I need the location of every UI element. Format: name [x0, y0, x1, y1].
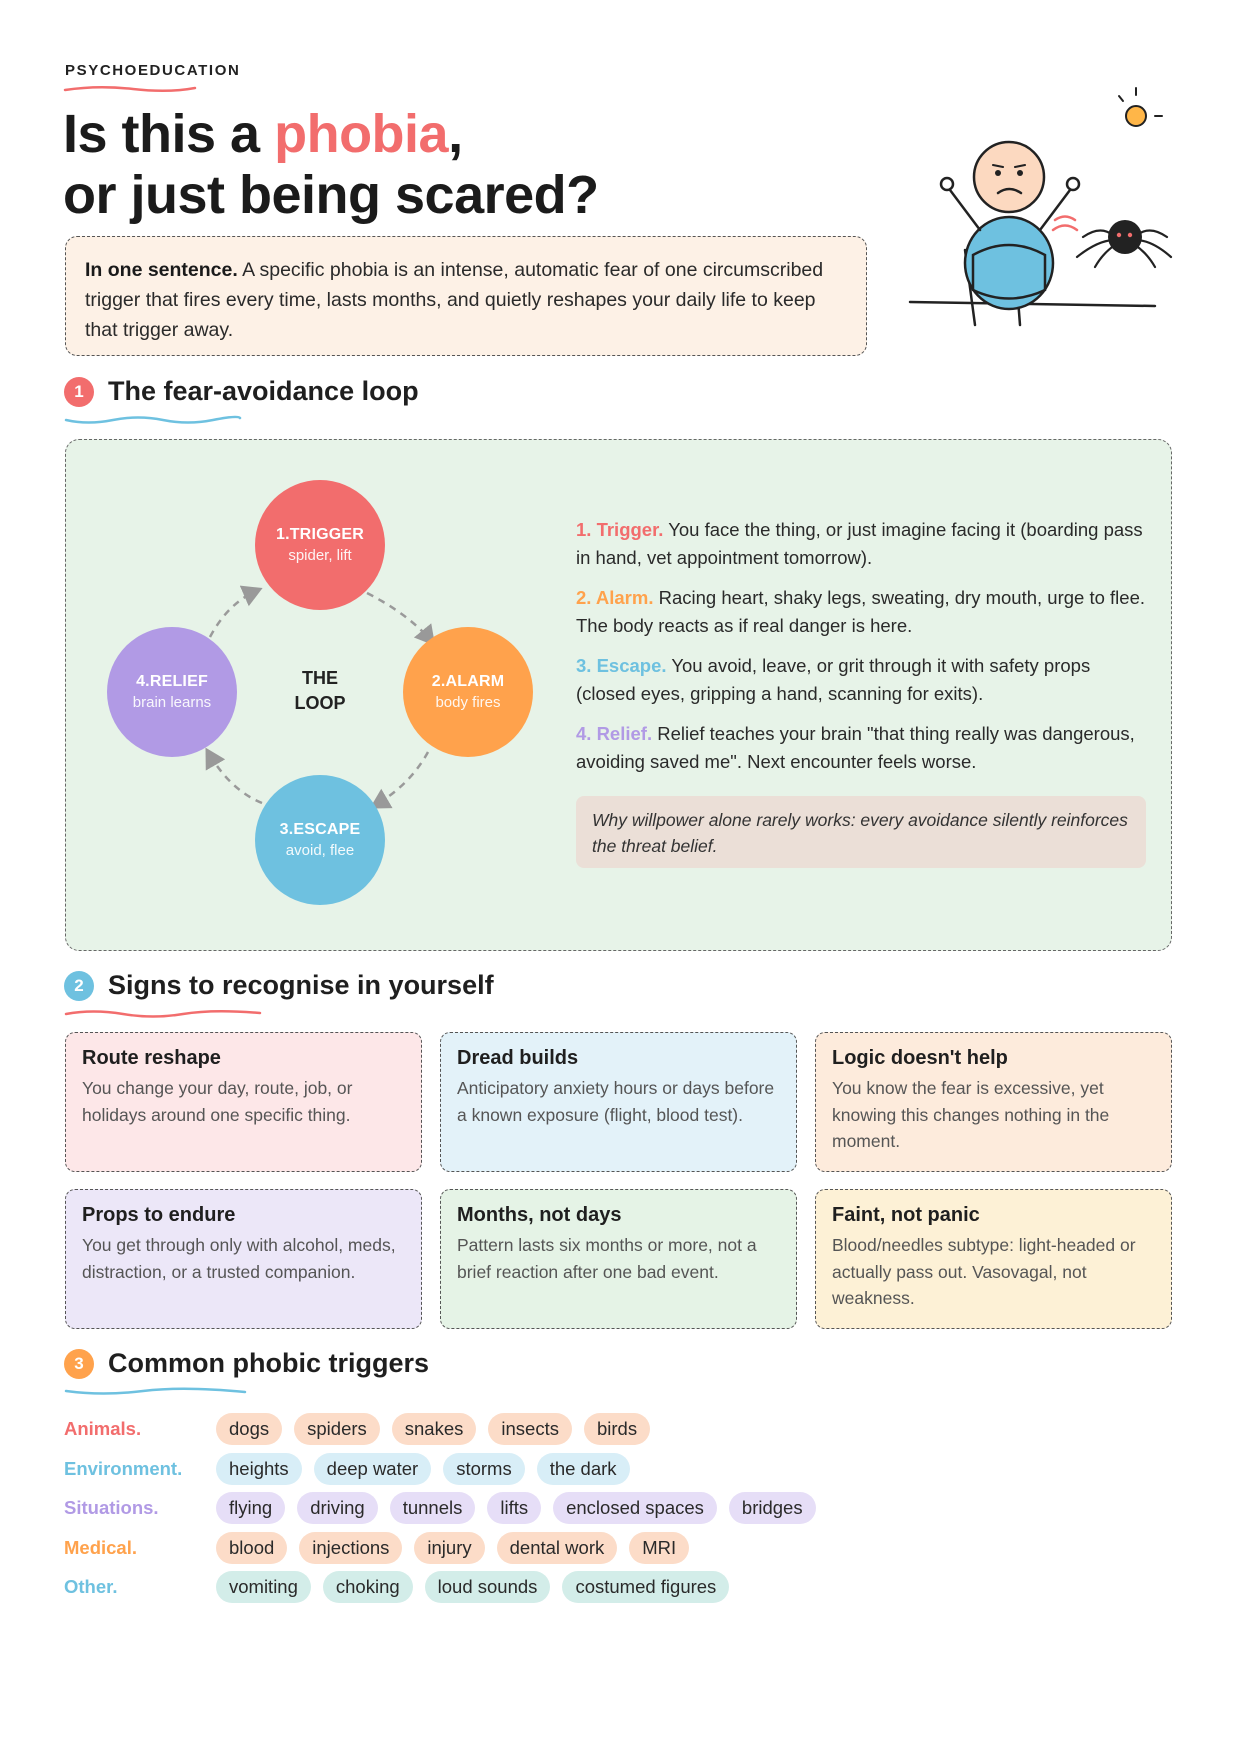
kicker: PSYCHOEDUCATION: [65, 62, 241, 79]
sign-card-months: [440, 1189, 797, 1329]
trigger-chip: injections: [299, 1532, 402, 1564]
trigger-row: [64, 1491, 816, 1525]
section-number-badge: 2: [64, 971, 94, 1001]
section-underline: [63, 1008, 263, 1020]
step-text: Relief teaches your brain "that thing really was dangerous, avoiding saved me". Next encounter feels worse.: [576, 723, 1135, 772]
trigger-row: [64, 1531, 689, 1565]
loop-node-alarm: [403, 627, 533, 757]
trigger-chip: driving: [297, 1492, 378, 1524]
trigger-chip: dogs: [216, 1413, 282, 1445]
sign-card-dread-builds: [440, 1032, 797, 1172]
trigger-category: Medical.: [64, 1536, 137, 1558]
loop-node-sub: brain learns: [132, 694, 212, 711]
sign-card-faint: [815, 1189, 1172, 1329]
sign-card-title: Logic doesn't help: [832, 1047, 1008, 1069]
trigger-chips: [216, 1453, 630, 1485]
loop-node-title: 4.RELIEF: [136, 673, 208, 690]
trigger-chip: lifts: [487, 1492, 541, 1524]
section-underline: [63, 1386, 248, 1398]
trigger-chip: birds: [584, 1413, 650, 1445]
loop-node-escape: [255, 775, 385, 905]
trigger-chip: tunnels: [390, 1492, 476, 1524]
trigger-chip: heights: [216, 1453, 302, 1485]
trigger-chip: loud sounds: [425, 1571, 551, 1603]
step-label: 3. Escape.: [576, 655, 667, 676]
section-signs-header: [64, 970, 494, 1001]
section-title: The fear-avoidance loop: [108, 376, 419, 406]
section-number-badge: 3: [64, 1349, 94, 1379]
loop-node-relief: [107, 627, 237, 757]
trigger-category: Other.: [64, 1576, 118, 1597]
trigger-row: [64, 1412, 650, 1446]
step-text: You avoid, leave, or grit through it with safety props (closed eyes, gripping a hand, scanning for exits).: [576, 655, 1091, 704]
trigger-chip: costumed figures: [562, 1571, 729, 1603]
trigger-category: Animals.: [64, 1418, 142, 1439]
trigger-chip: dental work: [497, 1532, 618, 1564]
loop-center-label: [270, 666, 370, 716]
step-label: 4. Relief.: [576, 723, 653, 744]
trigger-chip: bridges: [729, 1492, 816, 1524]
sign-card-text: You get through only with alcohol, meds, distraction, or a trusted companion.: [82, 1235, 396, 1282]
sign-card-logic: [815, 1032, 1172, 1172]
sign-card-title: Dread builds: [457, 1047, 579, 1069]
section-title: Signs to recognise in yourself: [108, 970, 494, 1000]
trigger-chip: MRI: [629, 1532, 689, 1564]
trigger-row: [64, 1570, 729, 1604]
sign-card-text: Blood/needles subtype: light-headed or actually pass out. Vasovagal, not weakness.: [832, 1235, 1136, 1308]
section-title: Common phobic triggers: [108, 1348, 430, 1378]
loop-node-sub: body fires: [435, 694, 501, 711]
loop-step-alarm: [576, 584, 1146, 640]
loop-node-sub: spider, lift: [288, 547, 352, 564]
sign-card-text: You change your day, route, job, or holidays around one specific thing.: [82, 1078, 353, 1125]
sign-card-text: Anticipatory anxiety hours or days before a known exposure (flight, blood test).: [457, 1078, 775, 1125]
loop-steps: [576, 516, 1146, 788]
loop-step-escape: [576, 652, 1146, 708]
loop-center-line2: LOOP: [294, 693, 346, 713]
summary-text: A specific phobia is an intense, automatic fear of one circumscribed trigger that fires every time, lasts months, and quietly reshapes your daily life to keep that trigger away.: [85, 259, 824, 341]
sign-card-title: Props to endure: [82, 1204, 236, 1226]
loop-node-trigger: [255, 480, 385, 610]
loop-center-line1: THE: [302, 668, 338, 688]
trigger-chip: blood: [216, 1532, 287, 1564]
trigger-chips: [216, 1413, 650, 1445]
step-text: Racing heart, shaky legs, sweating, dry mouth, urge to flee. The body reacts as if real danger is here.: [576, 587, 1146, 636]
willpower-note: Why willpower alone rarely works: every avoidance silently reinforces the threat belief.: [576, 796, 1146, 868]
trigger-chip: flying: [216, 1492, 285, 1524]
trigger-chips: [216, 1492, 816, 1524]
trigger-chip: snakes: [392, 1413, 477, 1445]
title-accent: phobia: [274, 104, 449, 164]
loop-node-title: 3.ESCAPE: [279, 821, 361, 838]
trigger-chip: deep water: [314, 1453, 432, 1485]
sign-card-title: Route reshape: [82, 1047, 221, 1069]
title-suffix: ,: [448, 104, 463, 164]
trigger-chip: choking: [323, 1571, 413, 1603]
summary-lead: In one sentence.: [85, 259, 238, 281]
trigger-chip: insects: [488, 1413, 572, 1445]
trigger-chips: [216, 1571, 729, 1603]
trigger-chip: the dark: [537, 1453, 630, 1485]
trigger-category: Environment.: [64, 1457, 183, 1479]
trigger-chip: storms: [443, 1453, 525, 1485]
trigger-chip: injury: [414, 1532, 484, 1564]
title-line2: or just being scared?: [63, 165, 599, 225]
section-number-badge: 1: [64, 377, 94, 407]
sign-card-title: Months, not days: [457, 1204, 622, 1226]
trigger-chip: enclosed spaces: [553, 1492, 717, 1524]
title-prefix: Is this a: [63, 104, 275, 164]
trigger-category: Situations.: [64, 1497, 159, 1518]
sign-card-title: Faint, not panic: [832, 1204, 980, 1226]
trigger-chip: vomiting: [216, 1571, 311, 1603]
trigger-chip: spiders: [294, 1413, 380, 1445]
step-text: You face the thing, or just imagine facing it (boarding pass in hand, vet appointment tomorrow).: [576, 519, 1143, 568]
trigger-row: [64, 1452, 630, 1486]
loop-step-relief: [576, 720, 1146, 776]
loop-node-title: 1.TRIGGER: [275, 526, 365, 543]
sign-card-route-reshape: [65, 1032, 422, 1172]
step-label: 2. Alarm.: [576, 587, 654, 608]
sign-card-text: You know the fear is excessive, yet knowing this changes nothing in the moment.: [832, 1078, 1110, 1151]
loop-step-trigger: [576, 516, 1146, 572]
sign-card-text: Pattern lasts six months or more, not a brief reaction after one bad event.: [457, 1235, 757, 1282]
section-triggers-header: [64, 1348, 429, 1379]
sign-card-props: [65, 1189, 422, 1329]
loop-node-sub: avoid, flee: [285, 842, 355, 859]
step-label: 1. Trigger.: [576, 519, 664, 540]
loop-node-title: 2.ALARM: [431, 673, 505, 690]
trigger-chips: [216, 1532, 689, 1564]
